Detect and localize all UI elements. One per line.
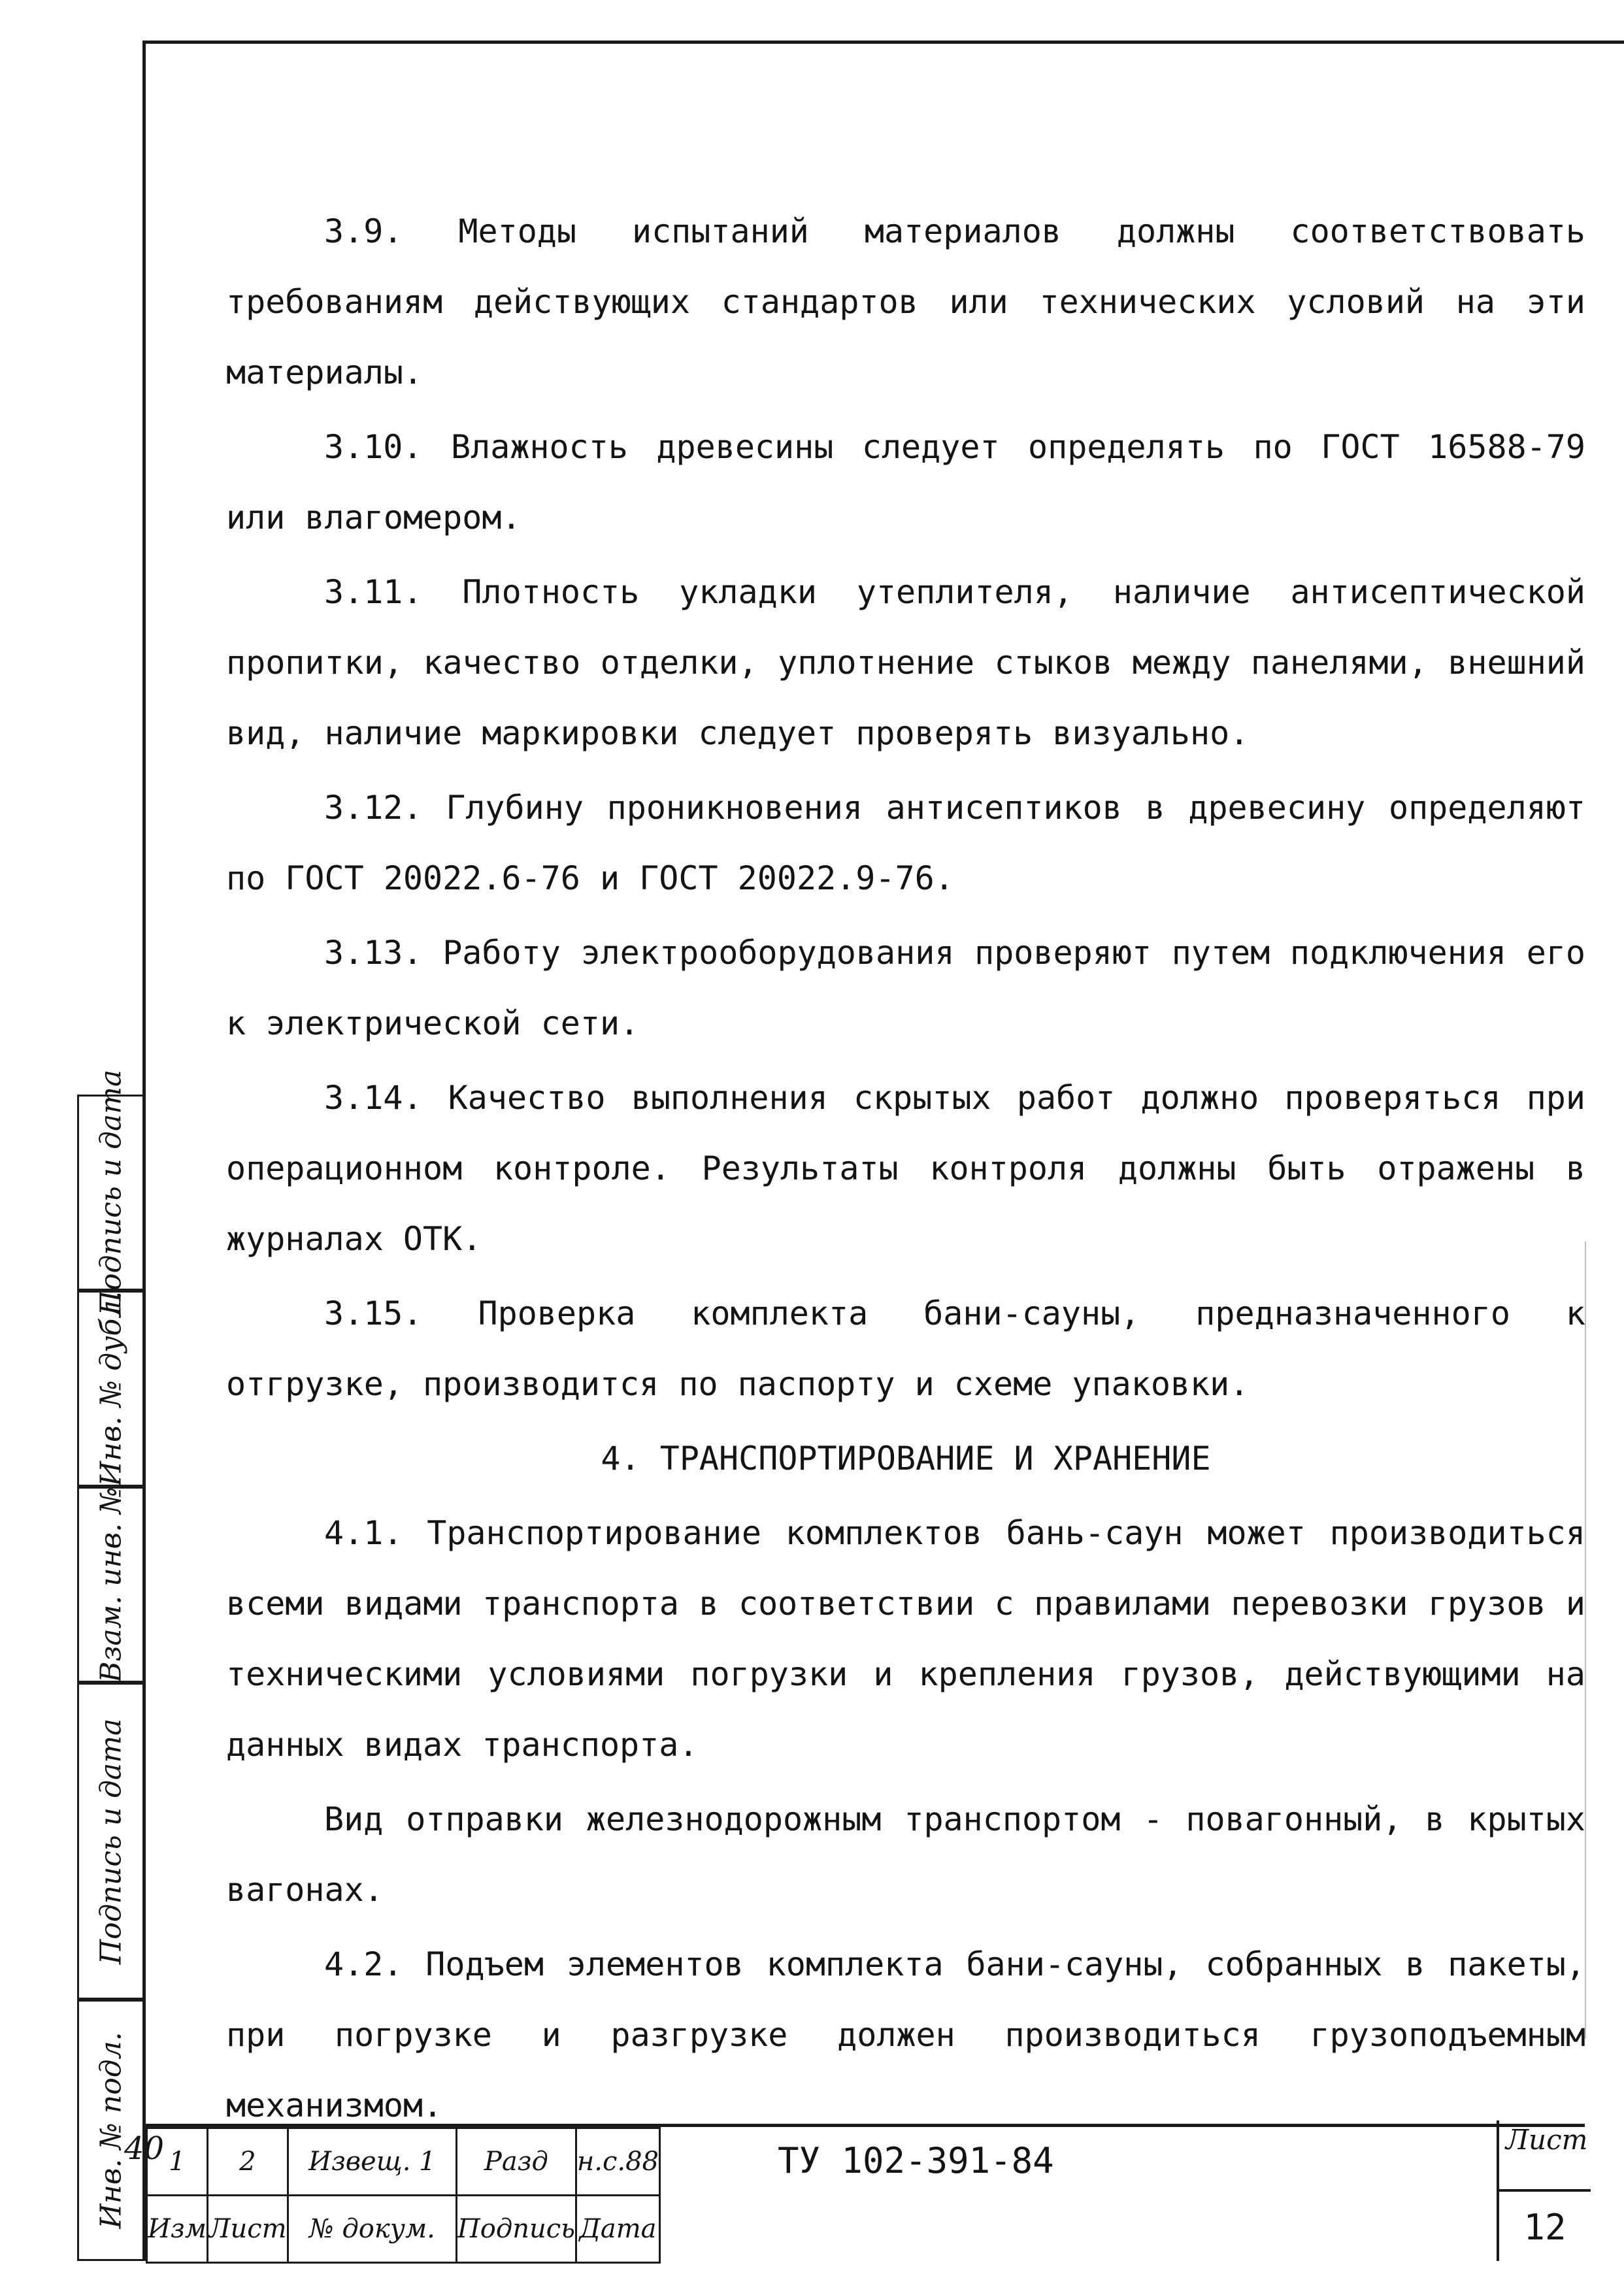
inventory-number: 40 bbox=[124, 2130, 165, 2167]
side-cell-orig-inv: Инв. № подл. bbox=[77, 2000, 142, 2261]
side-cell-signature-date-2: Подпись и дата bbox=[77, 1683, 142, 2000]
cell-signature: Разд bbox=[456, 2128, 576, 2196]
paragraph-3-15: 3.15. Проверка комплекта бани-сауны, предназначенного к отгрузке, производится по паспорту и схеме упаковки. bbox=[226, 1295, 1606, 1403]
cell-notice: Извещ. 1 bbox=[288, 2128, 456, 2196]
paragraph-3-12: 3.12. Глубину проникновения антисептиков в древесину определяют по ГОСТ 20022.6-76 и ГОСТ 20022.9-76. bbox=[226, 789, 1606, 897]
sheet-number-box bbox=[1497, 2120, 1591, 2261]
paragraph-3-11: 3.11. Плотность укладки утеплителя, наличие антисептической пропитки, качество отделки, уплотнение стыков между панелями, внешний вид, наличие маркировки следует проверять визуально. bbox=[226, 573, 1606, 752]
paragraph-4-2: 4.2. Подъем элементов комплекта бани-сауны, собранных в пакеты, при погрузке и разгрузке должен производиться грузоподъемным механизмом. bbox=[226, 1945, 1606, 2124]
document-body bbox=[226, 196, 1606, 2145]
header-doc: № докум. bbox=[288, 2196, 456, 2263]
side-cell-signature-date-1: Подпись и дата bbox=[77, 1095, 142, 1291]
side-cell-replace-inv: Взам. инв. № bbox=[77, 1487, 142, 1683]
sheet-label: Лист bbox=[1506, 2124, 1588, 2156]
frame-left-border bbox=[142, 41, 146, 2261]
header-izm: Изм bbox=[147, 2196, 208, 2263]
cell-change-no: 1 bbox=[147, 2128, 208, 2196]
cell-date: н.с.88 bbox=[576, 2128, 659, 2196]
cell-sheet-changed: 2 bbox=[207, 2128, 288, 2196]
paragraph-4-1: 4.1. Транспортирование комплектов бань-саун может производиться всеми видами транспорта в соответствии с правилами перевозки грузов и техническими условиями погрузки и крепления грузов, действующими на данных видах транспорта. bbox=[226, 1514, 1606, 1764]
side-cell-dup-inv: Инв. № дубл. bbox=[77, 1291, 142, 1487]
header-list: Лист bbox=[207, 2196, 288, 2263]
paragraph-3-13: 3.13. Работу электрооборудования проверяют путем подключения его к электрической сети. bbox=[226, 934, 1606, 1042]
header-sign: Подпись bbox=[456, 2196, 576, 2263]
header-date: Дата bbox=[576, 2196, 659, 2263]
side-stamp-column bbox=[77, 1069, 142, 2261]
paragraph-3-9: 3.9. Методы испытаний материалов должны соответствовать требованиям действующих стандартов или технических условий на эти материалы. bbox=[226, 212, 1606, 391]
section-heading: 4. ТРАНСПОРТИРОВАНИЕ И ХРАНЕНИЕ bbox=[601, 1440, 1211, 1477]
paragraph-3-10: 3.10. Влажность древесины следует определять по ГОСТ 16588-79 или влагомером. bbox=[226, 428, 1606, 536]
document-code: ТУ 102-391-84 bbox=[778, 2140, 1054, 2181]
frame-top-border bbox=[142, 41, 1624, 44]
paragraph-shipment: Вид отправки железнодорожным транспортом - повагонный, в крытых вагонах. bbox=[226, 1800, 1606, 1909]
sheet-number: 12 bbox=[1499, 2189, 1591, 2264]
paragraph-3-14: 3.14. Качество выполнения скрытых работ должно проверяться при операционном контроле. Результаты контроля должны быть отражены в журналах ОТК. bbox=[226, 1079, 1606, 1258]
revision-table bbox=[146, 2127, 661, 2264]
